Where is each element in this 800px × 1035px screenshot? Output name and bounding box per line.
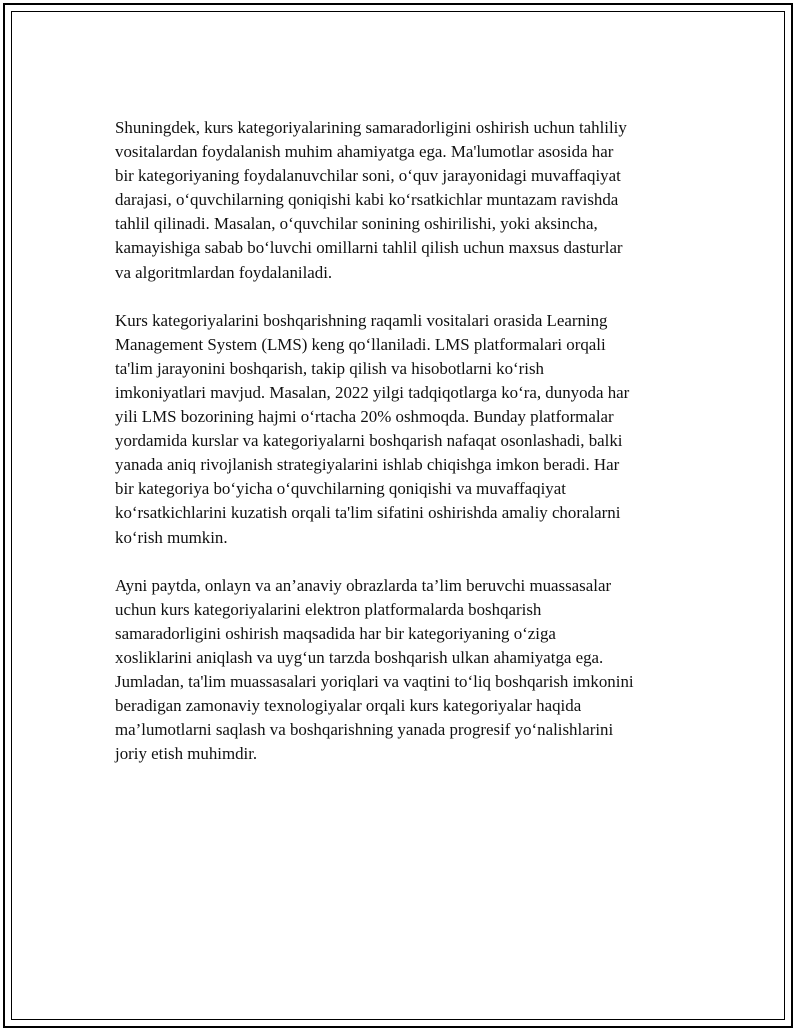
paragraph-line: ta'lim jarayonini boshqarish, takip qilish va hisobotlarni ko‘rish: [115, 358, 545, 378]
paragraph-line: tahlil qilinadi. Masalan, o‘quvchilar sonining oshirilishi, yoki aksincha,: [115, 214, 598, 234]
paragraph-line: ko‘rsatkichlarini kuzatish orqali ta'lim sifatini oshirishda amaliy choralarni: [115, 503, 621, 523]
paragraph-line: kamayishiga sabab bo‘luvchi omillarni tahlil qilish uchun maxsus dasturlar: [115, 238, 623, 258]
paragraph-line: darajasi, o‘quvchilarning qoniqishi kabi ko‘rsatkichlar muntazam ravishda: [115, 190, 619, 210]
paragraph-line: yili LMS bozorining hajmi o‘rtacha 20% oshmoqda. Bunday platformalar: [115, 407, 614, 427]
paragraph-line: joriy etish muhimdir.: [115, 744, 258, 764]
paragraph-line: Management System (LMS) keng qo‘llaniladi. LMS platformalari orqali: [115, 334, 606, 354]
paragraph-line: va algoritmlardan foydalaniladi.: [115, 262, 333, 282]
paragraph-line: bir kategoriya bo‘yicha o‘quvchilarning qoniqishi va muvaffaqiyat: [115, 479, 566, 499]
paragraph-line: vositalardan foydalanish muhim ahamiyatga ega. Ma'lumotlar asosida har: [115, 142, 614, 162]
paragraph-line: Shuningdek, kurs kategoriyalarining samaradorligini oshirish uchun tahliliy: [115, 118, 627, 137]
paragraph-line: Ayni paytda, onlayn va an’anaviy obrazlarda ta’lim beruvchi muassasalar: [115, 575, 612, 595]
paragraph-line: beradigan zamonaviy texnologiyalar orqali kurs kategoriyalar haqida: [115, 696, 582, 716]
paragraph-line: samaradorligini oshirish maqsadida har bir kategoriyaning o‘ziga: [115, 623, 556, 643]
paragraph-1: [115, 116, 700, 285]
paragraph-line: imkoniyatlari mavjud. Masalan, 2022 yilgi tadqiqotlarga ko‘ra, dunyoda har: [115, 382, 630, 402]
paragraph-3: [115, 574, 700, 767]
paragraph-line: yordamida kurslar va kategoriyalarni boshqarish nafaqat osonlashadi, balki: [115, 431, 623, 451]
document-body: [115, 116, 700, 790]
paragraph-line: Kurs kategoriyalarini boshqarishning raqamli vositalari orasida Learning: [115, 310, 608, 330]
paragraph-line: ko‘rish mumkin.: [115, 527, 228, 547]
paragraph-line: xosliklarini aniqlash va uyg‘un tarzda boshqarish ulkan ahamiyatga ega.: [115, 647, 604, 667]
paragraph-line: bir kategoriyaning foydalanuvchilar soni, o‘quv jarayonidagi muvaffaqiyat: [115, 166, 621, 186]
paragraph-line: uchun kurs kategoriyalarini elektron platformalarda boshqarish: [115, 599, 542, 619]
paragraph-line: Jumladan, ta'lim muassasalari yoriqlari va vaqtini to‘liq boshqarish imkonini: [115, 671, 634, 691]
paragraph-2: [115, 309, 700, 550]
paragraph-line: ma’lumotlarni saqlash va boshqarishning yanada progresif yo‘nalishlarini: [115, 720, 614, 740]
paragraph-line: yanada aniq rivojlanish strategiyalarini ishlab chiqishga imkon beradi. Har: [115, 455, 620, 475]
